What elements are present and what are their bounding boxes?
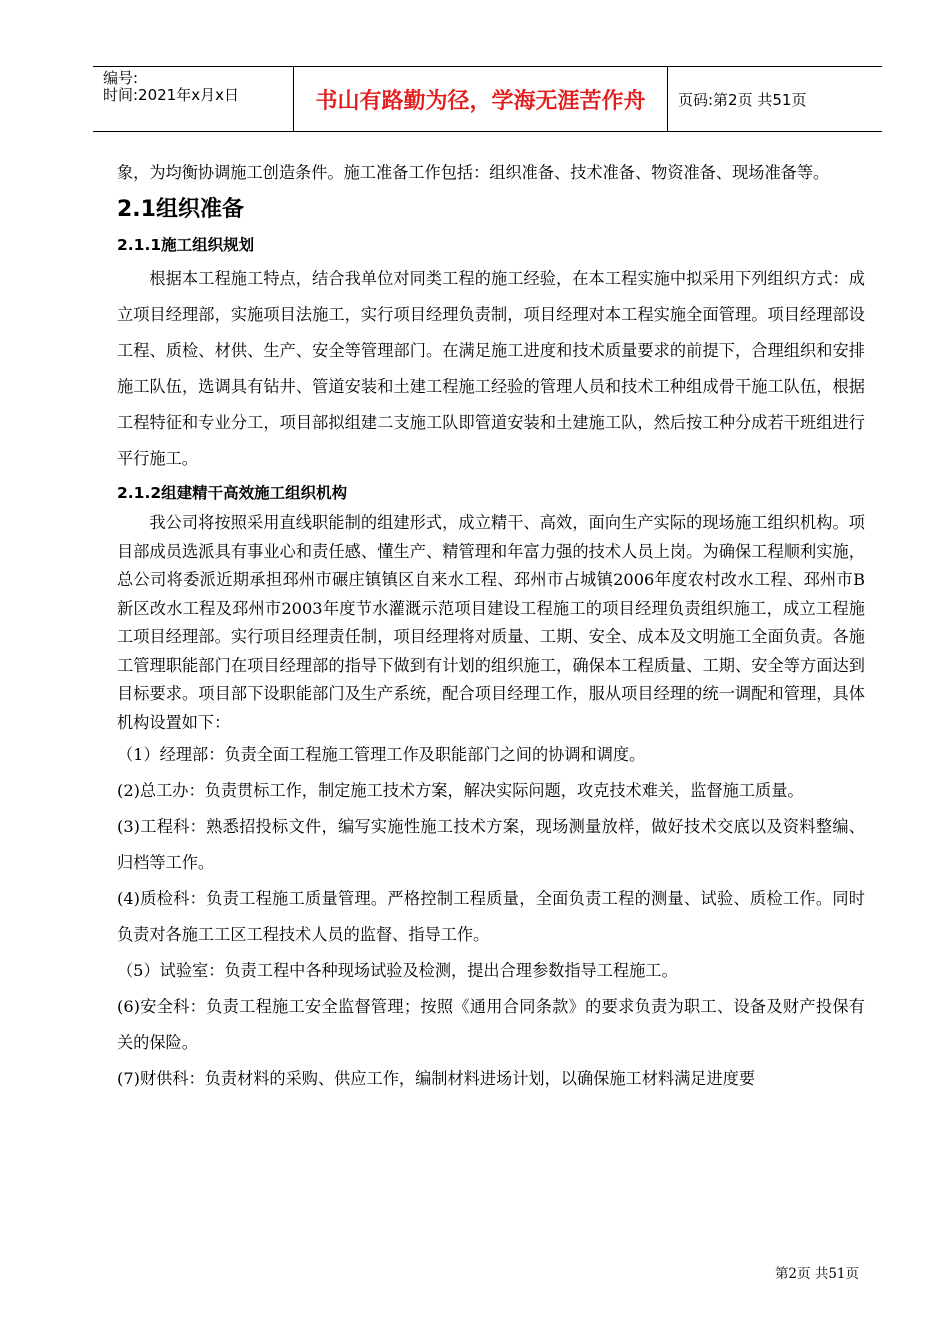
organization-paragraph: 我公司将按照采用直线职能制的组建形式，成立精干、高效，面向生产实际的现场施工组织机构。项目部成员选派具有事业心和责任感、懂生产、精管理和年富力强的技术人员上岗。为确保工程顺利实施，总公司将委派近期承担邳州市碾庄镇镇区自来水工程、邳州市占城镇2006年度农村改水工程、邳州市B新区改水工程及邳州市2003年度节水灌溉示范项目建设工程施工的项目经理负责组织施工，成立工程施工项目经理部。实行项目经理责任制，项目经理将对质量、工期、安全、成本及文明施工全面负责。各施工管理职能部门在项目经理部的指导下做到有计划的组织施工，确保本工程质量、工期、安全等方面达到目标要求。项目部下设职能部门及生产系统，配合项目经理工作，服从项目经理的统一调配和管理，具体机构设置如下： [117, 513, 865, 732]
header-motto: 书山有路勤为径，学海无涯苦作舟 [294, 67, 668, 131]
document-body [117, 155, 865, 1097]
document-number-label: 编号: [103, 69, 139, 87]
list-item-6: (6)安全科：负责工程施工安全监督管理；按照《通用合同条款》的要求负责为职工、设备及财产投保有关的保险。 [117, 997, 865, 1052]
list-item-4: (4)质检科：负责工程施工质量管理。严格控制工程质量，全面负责工程的测量、试验、质检工作。同时负责对各施工工区工程技术人员的监督、指导工作。 [117, 889, 865, 944]
intro-paragraph: 象，为均衡协调施工创造条件。施工准备工作包括：组织准备、技术准备、物资准备、现场准备等。 [117, 163, 830, 182]
header-meta [93, 67, 294, 131]
list-item-7: (7)财供科：负责材料的采购、供应工作，编制材料进场计划，以确保施工材料满足进度要 [117, 1069, 756, 1088]
planning-paragraph: 根据本工程施工特点，结合我单位对同类工程的施工经验，在本工程实施中拟采用下列组织方式：成立项目经理部，实施项目法施工，实行项目经理负责制，项目经理对本工程实施全面管理。项目经理部设工程、质检、材供、生产、安全等管理部门。在满足施工进度和技术质量要求的前提下，合理组织和安排施工队伍，选调具有钻井、管道安装和土建工程施工经验的管理人员和技术工种组成骨干施工队伍，根据工程特征和专业分工，项目部拟组建二支施工队即管道安装和土建施工队，然后按工种分成若干班组进行平行施工。 [117, 269, 865, 468]
section-heading-2-1-2: 2.1.2组建精干高效施工组织机构 [117, 484, 348, 502]
list-item-2: (2)总工办：负责贯标工作，制定施工技术方案，解决实际问题，攻克技术难关，监督施工质量。 [117, 781, 804, 800]
page-footer: 第2页 共51页 [774, 1266, 859, 1282]
page-header [93, 66, 882, 132]
document-time-label: 时间:2021年x月x日 [103, 86, 239, 104]
list-item-5: （5）试验室：负责工程中各种现场试验及检测，提出合理参数指导工程施工。 [117, 961, 678, 980]
section-heading-2-1-1: 2.1.1施工组织规划 [117, 236, 255, 254]
section-heading-2-1: 2.1组织准备 [117, 197, 244, 222]
list-item-1: （1）经理部：负责全面工程施工管理工作及职能部门之间的协调和调度。 [117, 745, 646, 764]
list-item-3: (3)工程科：熟悉招投标文件，编写实施性施工技术方案，现场测量放样，做好技术交底以及资料整编、归档等工作。 [117, 817, 865, 872]
header-page-number: 页码:第2页 共51页 [678, 90, 807, 109]
